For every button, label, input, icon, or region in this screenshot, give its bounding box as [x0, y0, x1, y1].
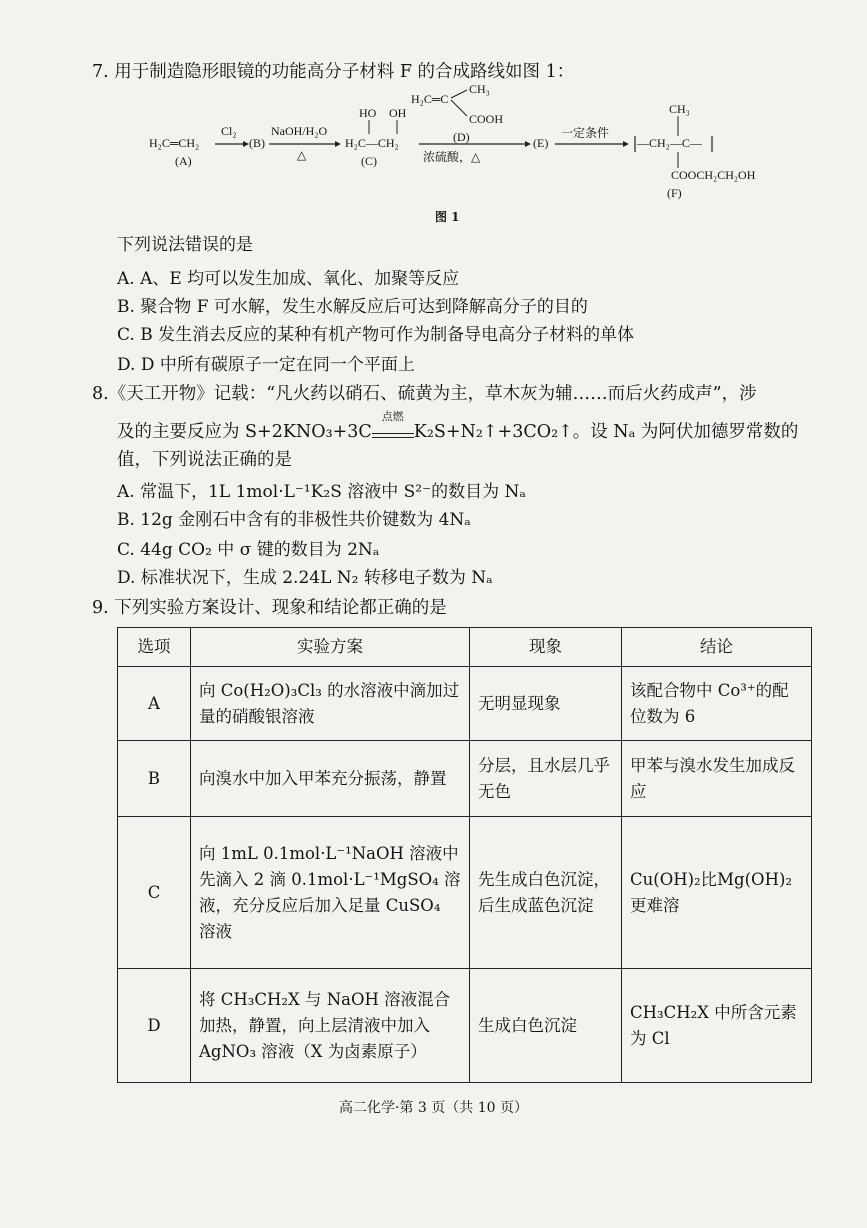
row-conclusion: 该配合物中 Co³⁺的配位数为 6 [622, 667, 812, 741]
q7-option-c: C. B 发生消去反应的某种有机产物可作为制备导电高分子材料的单体 [117, 325, 635, 345]
q8-stem-line1: 8.《天工开物》记载：“凡火药以硝石、硫黄为主，草木灰为辅……而后火药成声”，涉 [92, 384, 757, 404]
reaction-condition: 点燃 [381, 410, 404, 423]
compound-d-top: H₂C═C [411, 92, 449, 106]
q7-option-d: D. D 中所有碳原子一定在同一个平面上 [117, 355, 415, 375]
q7-stem: 7. 用于制造隐形眼镜的功能高分子材料 F 的合成路线如图 1： [92, 62, 575, 82]
row-plan: 向溴水中加入甲苯充分振荡，静置 [191, 741, 470, 817]
q8-stem-line2 [117, 410, 799, 444]
q8-equation-left: 及的主要反应为 S+2KNO₃+3C [117, 422, 372, 442]
page-footer: 高二化学·第 3 页（共 10 页） [339, 1100, 528, 1116]
row-plan: 向 Co(H₂O)₃Cl₃ 的水溶液中滴加过量的硝酸银溶液 [191, 667, 470, 741]
arrow2-reagent: NaOH/H₂O [271, 124, 328, 138]
compound-d-cooh: COOH [469, 112, 504, 126]
row-option: A [118, 667, 191, 741]
header-observation: 现象 [470, 628, 622, 667]
compound-d-label: (D) [453, 130, 470, 144]
q7-prompt: 下列说法错误的是 [117, 235, 253, 255]
compound-b-label: (B) [249, 136, 265, 150]
row-observation: 无明显现象 [470, 667, 622, 741]
table-header-row [118, 628, 812, 667]
q7-option-b: B. 聚合物 F 可水解，发生水解反应后可达到降解高分子的目的 [117, 297, 588, 317]
row-conclusion: CH₃CH₂X 中所含元素为 Cl [622, 969, 812, 1083]
experiment-table [117, 627, 812, 1083]
polymer-f-label: (F) [667, 186, 682, 200]
q8-option-a: A. 常温下，1L 1mol·L⁻¹K₂S 溶液中 S²⁻的数目为 Nₐ [117, 482, 526, 502]
q8-option-b: B. 12g 金刚石中含有的非极性共价键数为 4Nₐ [117, 510, 471, 530]
arrow2-condition: △ [297, 148, 307, 162]
compound-a-formula: H₂C═CH₂ [149, 136, 200, 150]
table-row [118, 817, 812, 969]
header-conclusion: 结论 [622, 628, 812, 667]
row-option: B [118, 741, 191, 817]
q9-stem: 9. 下列实验方案设计、现象和结论都正确的是 [92, 598, 447, 618]
table-row [118, 969, 812, 1083]
row-plan: 向 1mL 0.1mol·L⁻¹NaOH 溶液中先滴入 2 滴 0.1mol·L⁻¹MgSO₄ 溶液，充分反应后加入足量 CuSO₄ 溶液 [191, 817, 470, 969]
row-conclusion: 甲苯与溴水发生加成反应 [622, 741, 812, 817]
row-observation: 分层，且水层几乎无色 [470, 741, 622, 817]
q8-equation-right: K₂S+N₂↑+3CO₂↑。设 Nₐ 为阿伏加德罗常数的 [413, 422, 799, 442]
polymer-f-methyl: CH₃ [669, 102, 690, 116]
row-option: C [118, 817, 191, 969]
q8-option-c: C. 44g CO₂ 中 σ 键的数目为 2Nₐ [117, 540, 380, 560]
arrow1-reagent: Cl₂ [221, 124, 237, 138]
synthesis-scheme [135, 82, 775, 216]
row-observation: 先生成白色沉淀，后生成蓝色沉淀 [470, 817, 622, 969]
compound-c-oh1: HO [359, 106, 377, 120]
polymer-f-chain: —CH₂—C— [637, 136, 702, 150]
compound-e-label: (E) [533, 136, 549, 150]
figure-caption: 图 1 [435, 210, 460, 224]
q8-stem-line3: 值，下列说法正确的是 [117, 450, 292, 470]
polymer-f-side: COOCH₂CH₂OH [671, 168, 756, 182]
q7-option-a: A. A、E 均可以发生加成、氧化、加聚等反应 [117, 269, 460, 289]
row-observation: 生成白色沉淀 [470, 969, 622, 1083]
row-option: D [118, 969, 191, 1083]
compound-c-formula: H₂C—CH₂ [345, 136, 399, 150]
header-option: 选项 [118, 628, 191, 667]
table-row [118, 741, 812, 817]
row-plan: 将 CH₃CH₂X 与 NaOH 溶液混合加热，静置，向上层清液中加入 AgNO₃ 溶液（X 为卤素原子） [191, 969, 470, 1083]
row-conclusion: Cu(OH)₂比Mg(OH)₂更难溶 [622, 817, 812, 969]
compound-c-oh2: OH [389, 106, 407, 120]
q8-option-d: D. 标准状况下，生成 2.24L N₂ 转移电子数为 Nₐ [117, 568, 493, 588]
arrow3-condition: 浓硫酸，△ [423, 150, 481, 164]
compound-d-methyl: CH₃ [469, 82, 490, 96]
reaction-arrow [372, 410, 414, 444]
header-plan: 实验方案 [191, 628, 470, 667]
compound-c-label: (C) [361, 154, 377, 168]
arrow4-reagent: 一定条件 [561, 126, 610, 140]
table-row [118, 667, 812, 741]
compound-a-label: (A) [175, 154, 192, 168]
